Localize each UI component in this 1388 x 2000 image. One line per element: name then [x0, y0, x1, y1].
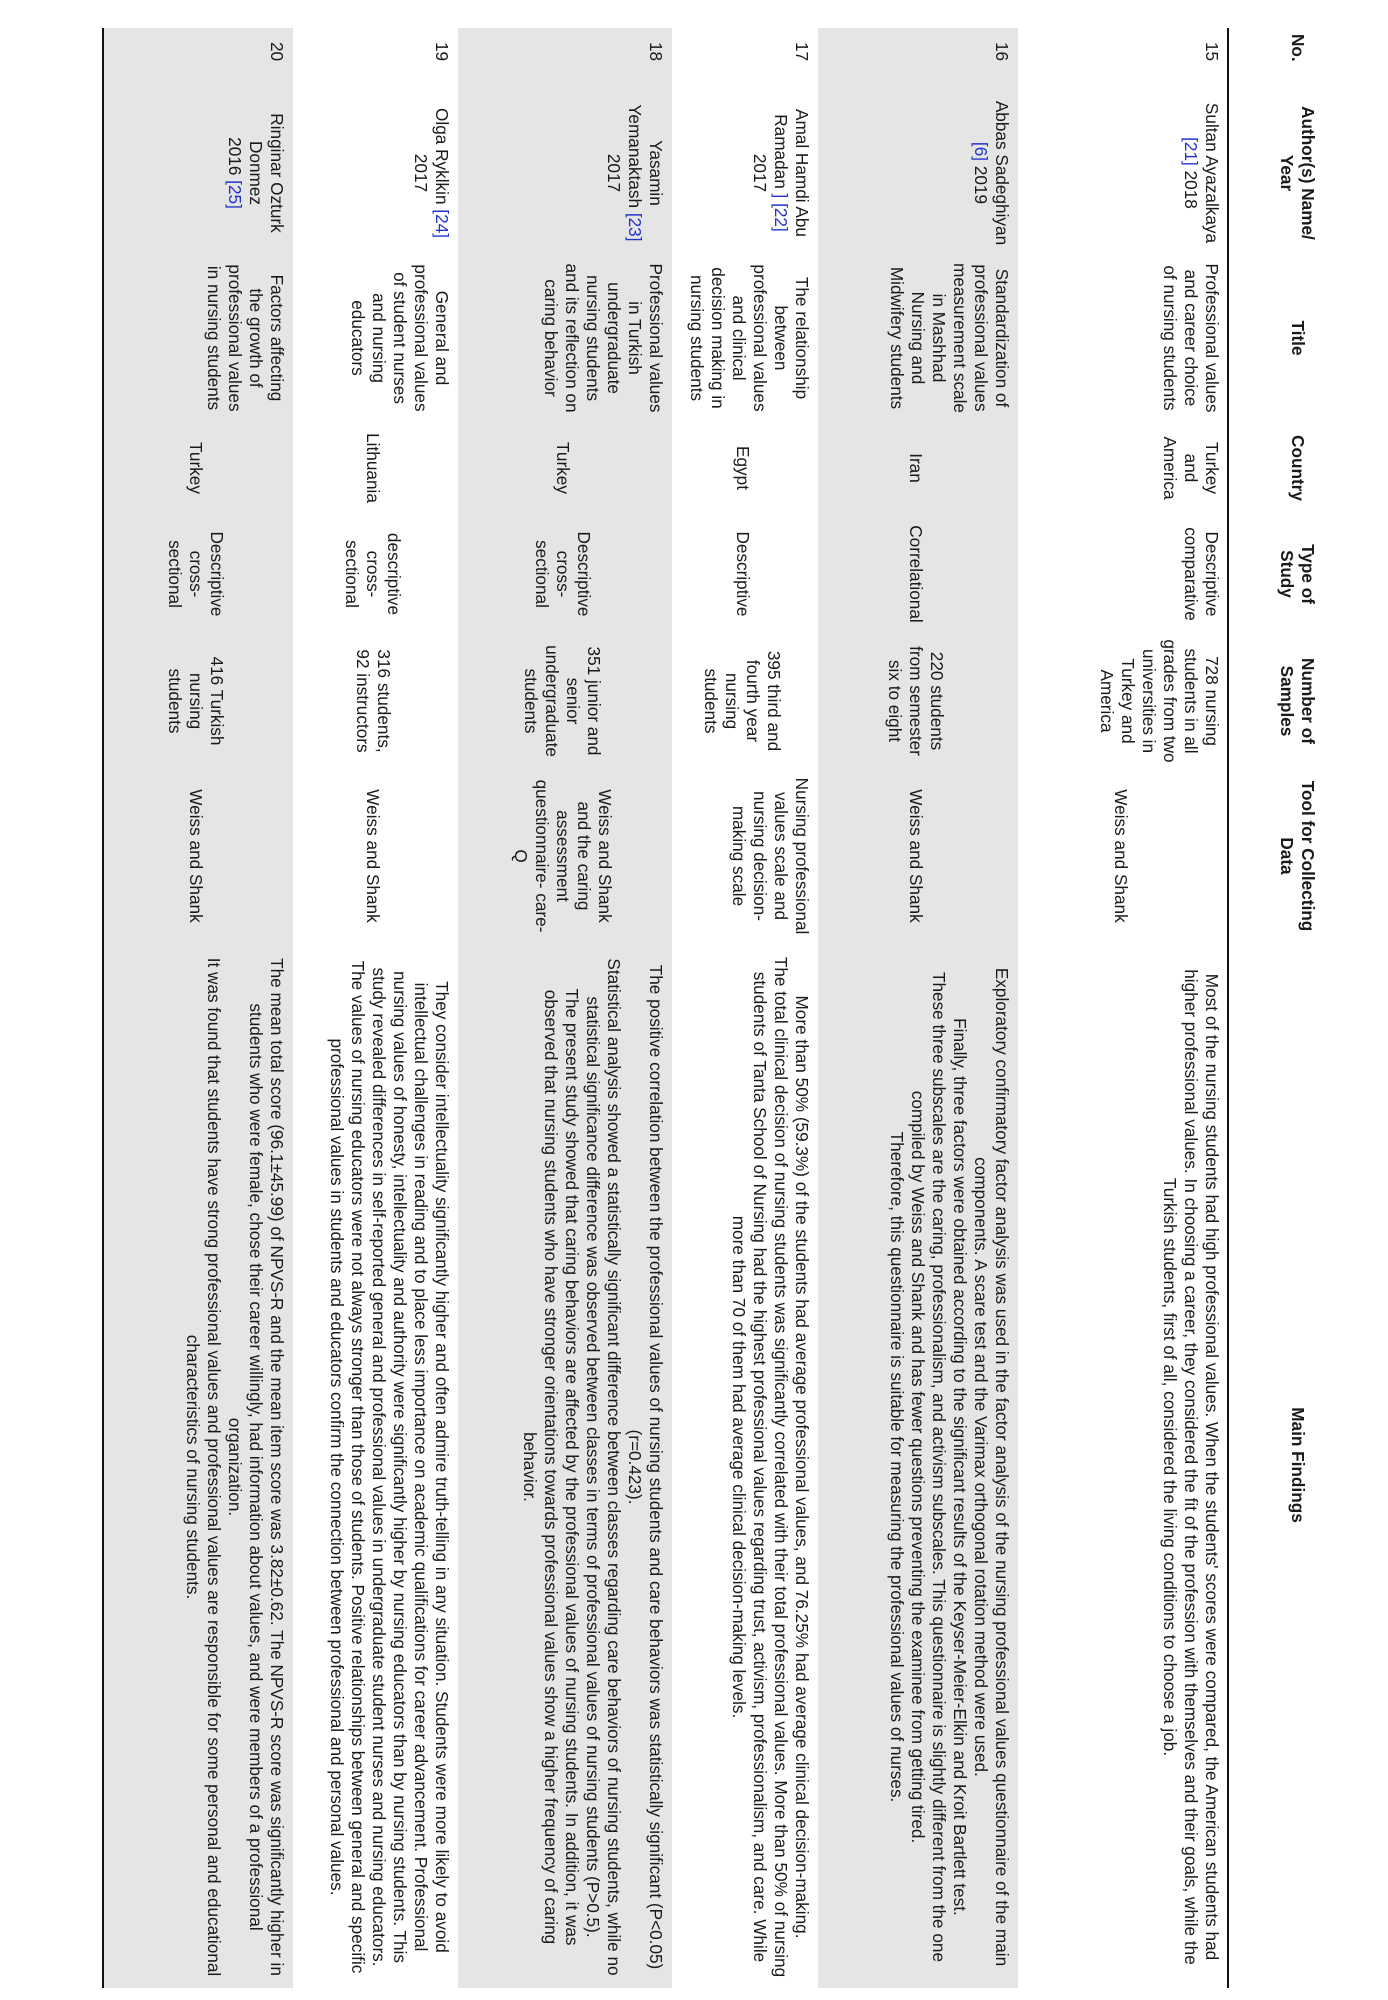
row-title: Standardization of professional values measurement scale in Mashhad Nursing and Midwifery students	[818, 256, 1018, 420]
row-author: Olga Ryklkin [24] 2017	[411, 108, 453, 238]
row-number: 15	[1202, 42, 1222, 62]
row-type: Descriptive cross-sectional	[458, 516, 672, 632]
row-number: 19	[432, 42, 453, 62]
row-country: Iran	[818, 420, 1018, 516]
table-row	[818, 28, 1018, 1988]
citation-link[interactable]: [24]	[432, 209, 453, 238]
row-number: 17	[792, 42, 813, 62]
row-samples: 416 Turkish nursing students	[103, 632, 293, 770]
finding-paragraph: They consider intellectuality significantly higher and often admire truth-telling in any situation. Students were more likely to avoid intellectual challenges in reading and to place less importance on academic qualifications for career advancement. Professional nursing values of honesty, intellectuality and authority were significantly higher by nursing educators than by nursing students. This study revealed differences in self-reported general and professional values in undergraduate student nurses and nursing educators.	[369, 967, 453, 1967]
row-tool: Weiss and Shank	[1110, 789, 1131, 923]
citation-link[interactable]: [6]	[971, 141, 992, 162]
citation-link[interactable]: [25]	[225, 180, 246, 209]
finding-paragraph: The mean total score (96.1±45.99) of NPVS-R and the mean item score was 3.82±0.62. The NPVS-R score was significantly higher in students who were female, chose their career willingly, had information about values, and were members of a professional organization.	[225, 958, 288, 1976]
finding-paragraph: The present study showed that caring behaviors are affected by the professional values of nursing students. In addition, it was observed that nursing students who have stronger orientations towards professional values show a higher frequency of caring behavior.	[520, 988, 583, 1946]
finding-paragraph: The values of nursing educators were not always stronger than those of students. Positive relationships between general and specific professional values in students and educators confirm the connection between professional and personal values.	[327, 960, 369, 1974]
row-number: 18	[458, 28, 672, 90]
finding-paragraph: Finally, three factors were obtained according to the significant results of the Keyser-Meier-Elkin and Kroit Bartlett test.	[950, 1018, 971, 1916]
row-title: Factors affecting the growth of professional values in nursing students	[103, 256, 293, 420]
finding-paragraph: The positive correlation between the professional values of nursing students and care behaviors was statistically significant (P<0.05) (r=0.423).	[625, 964, 667, 1970]
row-title: General and professional values of student nurses and nursing educators	[348, 264, 453, 412]
row-type: Correlational	[818, 516, 1018, 632]
finding-paragraph: Statistical analysis showed a statistically significant difference between classes regarding care behaviors of nursing students, while no statistical significance difference was observed between classes in terms of professional values of nursing students (P>0.5).	[583, 958, 625, 1976]
finding-paragraph: More than 50% (59.3%) of the students had average professional values, and 76.25% had average clinical decision-making.	[792, 995, 813, 1939]
row-author: Sultan Ayazalkaya [21] 2018	[1181, 102, 1222, 244]
finding-paragraph: It was found that students have strong professional values and professional values are responsible for some personal and educational characteristics of nursing students.	[183, 957, 225, 1977]
row-findings	[1018, 942, 1228, 1988]
row-tool: Weiss and Shank	[818, 770, 1018, 942]
row-tool: Weiss and Shank and the caring assessment questionnaire- care-Q	[458, 770, 672, 942]
finding-paragraph: Therefore, this questionnaire is suitable for measuring the professional values of nurses.	[887, 1131, 908, 1803]
table-row	[103, 28, 293, 1988]
row-title: The relationship between professional values and clinical decision making in nursing students	[687, 264, 813, 412]
row-country: Lithuania	[363, 433, 384, 503]
header-country: Country	[1228, 420, 1366, 516]
finding-paragraph: Most of the nursing students had high professional values. When the students' scores were compared, the American students had higher professional values. In choosing a career, they considered the fit of the profession with themselves and their goals, while the Turkish students, first of all, considered the living conditions to choose a job.	[1160, 969, 1222, 1965]
row-title: Professional values in Turkish undergraduate nursing students and its reflection on caring behavior	[458, 256, 672, 420]
table-row	[458, 28, 672, 1988]
header-title: Title	[1228, 256, 1366, 420]
header-samples: Number of Samples	[1228, 632, 1366, 770]
row-number: 20	[103, 28, 293, 90]
row-number: 16	[818, 28, 1018, 90]
header-no: No.	[1228, 28, 1366, 90]
row-country: Egypt	[733, 446, 753, 490]
finding-paragraph: These three subscales are the caring, professionalism, and activism subscales. This questionnaire is slightly different from the one compiled by Weiss and Shank and has fewer questions preventing the examinee from getting tired.	[908, 971, 950, 1963]
header-author: Author(s) Name/ Year	[1228, 90, 1366, 256]
row-type: Descriptive	[733, 531, 753, 617]
row-author: Amal Hamdi Abu Ramadan ] [22] 2017	[750, 108, 813, 237]
row-samples: 351 junior and senior undergraduate students	[458, 632, 672, 770]
row-tool: Weiss and Shank	[103, 770, 293, 942]
finding-paragraph: The total clinical decision of nursing students was significantly correlated with their total professional values. More than 50% of nursing students of Tanta School of Nursing had the highest professional values regarding trust, activism, professionalism, and care. While more than 70 of them had average clinical decision-making levels.	[729, 956, 792, 1978]
row-findings	[818, 942, 1018, 1988]
citation-link[interactable]: ] [22]	[771, 193, 792, 232]
table-row	[672, 28, 818, 1988]
row-samples: 395 third and fourth year nursing students	[701, 650, 785, 752]
row-author: Ringinar Ozturk Donmez 2016 [25]	[103, 90, 293, 256]
row-country: Turkey	[458, 420, 672, 516]
header-findings: Main Findings	[1228, 942, 1366, 1988]
row-title: Professional values and career choice of nursing students	[1160, 263, 1222, 413]
row-author: Abbas Sadeghiyan [6] 2019	[818, 90, 1018, 256]
row-tool: Weiss and Shank	[363, 789, 384, 923]
studies-table	[102, 28, 1366, 1988]
finding-paragraph: Exploratory confirmatory factor analysis was used in the factor analysis of the nursing professional values questionnaire of the main components. A scare test and the Varimax orthogonal rotation method were used.	[971, 967, 1013, 1967]
row-samples: 316 students, 92 instructors	[353, 649, 394, 753]
row-findings	[103, 942, 293, 1988]
header-type: Type of Study	[1228, 516, 1366, 632]
citation-link[interactable]: [23]	[625, 212, 646, 242]
row-country: Turkey	[103, 420, 293, 516]
row-samples: 728 nursing students in all grades from two universities in Turkey and America	[1097, 639, 1222, 763]
table-row	[293, 28, 458, 1988]
row-country: Turkey and America	[1160, 436, 1222, 500]
row-findings	[293, 942, 458, 1988]
row-author: Yasamin Yemanaktash [23] 2017	[458, 90, 672, 256]
row-findings	[672, 942, 818, 1988]
header-row	[1228, 28, 1366, 1988]
header-tool: Tool for Collecting Data	[1228, 770, 1366, 942]
citation-link[interactable]: [21]	[1181, 137, 1201, 166]
row-findings	[458, 942, 672, 1988]
row-type: Descriptive cross-sectional	[103, 516, 293, 632]
row-samples: 220 students from semester six to eight	[818, 632, 1018, 770]
row-tool: Nursing professional values scale and nursing decision-making scale	[729, 777, 813, 935]
row-type: Descriptive comparative	[1181, 527, 1222, 621]
table-row	[1018, 28, 1228, 1988]
row-type: descriptive cross-sectional	[342, 532, 405, 616]
